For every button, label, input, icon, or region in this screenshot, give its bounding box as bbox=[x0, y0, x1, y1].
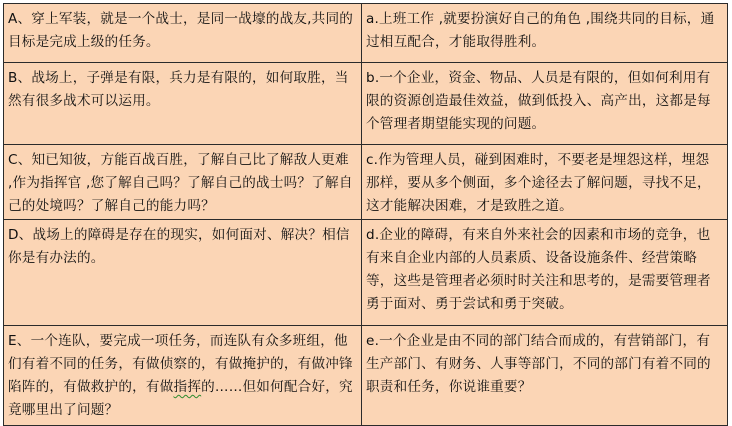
spellcheck-marked-text: 指挥 bbox=[173, 379, 202, 395]
military-cell bbox=[4, 326, 362, 426]
table-row bbox=[4, 63, 728, 145]
military-cell: A、穿上军装，就是一个战士，是同一战壕的战友,共同的目标是完成上级的任务。 bbox=[4, 4, 362, 63]
comparison-table bbox=[3, 3, 728, 426]
business-cell: b.一个企业，资金、物品、人员是有限的，但如何利用有限的资源创造最佳效益，做到低投入、高产出，这都是每个管理者期望能实现的问题。 bbox=[362, 63, 728, 145]
business-cell: e.一个企业是由不同的部门结合而成的，有营销部门，有生产部门、有财务、人事等部门，不同的部门有着不同的职责和任务，你说谁重要？ bbox=[362, 326, 728, 426]
military-cell: D、战场上的障碍是存在的现实，如何面对、解决？相信你是有办法的。 bbox=[4, 220, 362, 326]
table-row bbox=[4, 220, 728, 326]
table-row bbox=[4, 326, 728, 426]
cell-text: 的……但如何配合好，究竟哪里出了问题？ bbox=[8, 379, 353, 418]
cell-text: E、一个连队，要完成一项任务，而连队有众多班组，他们有着不同的任务，有做侦察的，有做掩护的，有做冲锋陷阵的，有做救护的，有做 bbox=[8, 333, 353, 395]
business-cell: c.作为管理人员，碰到困难时，不要老是埋怨这样，埋怨那样，要从多个侧面，多个途径去了解问题，寻找不足，这才能解决困难，才是致胜之道。 bbox=[362, 145, 728, 220]
military-cell: C、知已知彼，方能百战百胜，了解自己比了解敌人更难 ,作为指挥官 ,您了解自己吗？了解自己的战士吗？了解自己的处境吗？了解自己的能力吗？ bbox=[4, 145, 362, 220]
table-row bbox=[4, 4, 728, 63]
business-cell: d.企业的障碍，有来自外来社会的因素和市场的竞争，也有来自企业内部的人员素质、设备设施条件、经营策略等，这些是管理者必须时时关注和思考的，是需要管理者勇于面对、勇于尝试和勇于突破。 bbox=[362, 220, 728, 326]
business-cell: a.上班工作 ,就要扮演好自己的角色 ,围绕共同的目标，通过相互配合，才能取得胜利。 bbox=[362, 4, 728, 63]
military-cell: B、战场上，子弹是有限，兵力是有限的，如何取胜，当然有很多战术可以运用。 bbox=[4, 63, 362, 145]
table-row bbox=[4, 145, 728, 220]
